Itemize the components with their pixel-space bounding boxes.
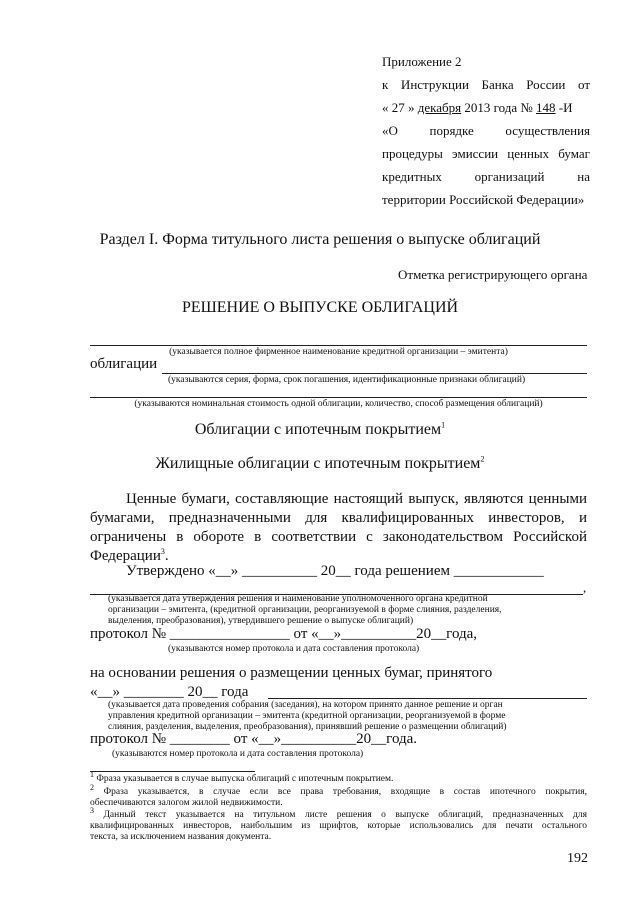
registration-mark: Отметка регистрирующего органа: [398, 267, 588, 282]
appendix-number: 148: [536, 100, 556, 115]
paragraph-line: Федерации$^3$.: [90, 547, 169, 564]
footnote-text: обеспечиваются залогом жилой недвижимости.: [90, 798, 283, 808]
appendix-suffix: -И: [555, 100, 573, 115]
paragraph-end: Федерации: [90, 548, 161, 564]
caption-nominal: (указываются номинальная стоимость одной облигации, количество, способ размещения облигаций): [134, 399, 543, 409]
footnote-ref: 1: [441, 420, 446, 430]
caption-approved: организации – эмитента, (кредитной организации, реорганизуемой в форме слияния, разделения,: [108, 605, 502, 615]
basis-body-line: [268, 698, 587, 699]
appendix-line: «О порядке осуществления: [382, 123, 590, 138]
footnote-text: текста, за исключением названия документа.: [90, 832, 272, 842]
footnote-number: 3: [90, 805, 94, 815]
protocol-line: протокол № ________ от «__»__________20__года.: [90, 731, 418, 747]
approved-line: Утверждено «__» __________ 20__ года решением ____________: [126, 563, 544, 579]
mortgage-bonds-text: Облигации с ипотечным покрытием: [194, 421, 442, 438]
footnote: [90, 805, 588, 820]
bonds-line: [162, 373, 587, 374]
mortgage-bonds-title: [0, 421, 640, 439]
footnote: [90, 769, 394, 784]
footnote-text: квалифицированных инвесторов, наибольшим из шрифтов, которые использовались для печати остального: [90, 821, 587, 831]
caption-basis: управления кредитной организации – эмитента (кредитной организации, реорганизуемой в форме: [108, 711, 506, 721]
issuer-line: [90, 345, 587, 346]
caption-approved: (указывается дата утверждения решения и наименование уполномоченного органа кредитной: [108, 594, 488, 604]
paragraph-line: бумагами, предназначенными для квалифицированных инвесторов, и: [90, 510, 587, 526]
caption-approved: выделения, преобразования), утвердившего решение о выпуске облигаций): [108, 616, 414, 626]
footnote-text: Фраза указывается в случае выпуска облигаций с ипотечным покрытием.: [96, 774, 394, 784]
footnote-text: Фраза указывается, в случае если все права требования, входящие в состав ипотечного покрытия,: [103, 787, 588, 797]
housing-bonds-text: Жилищные облигации с ипотечным покрытием: [155, 455, 481, 472]
section-title: Раздел I. Форма титульного листа решения о выпуске облигаций: [99, 231, 541, 248]
caption-protocol: (указываются номер протокола и дата составления протокола): [168, 644, 420, 654]
caption-basis: (указывается дата проведения собрания (заседания), на котором принято данное решение и орган: [108, 700, 503, 710]
caption-series: (указываются серия, форма, срок погашения, идентификационные признаки облигаций): [168, 375, 526, 385]
appendix-year: 2013 года №: [461, 100, 537, 115]
bonds-label: облигации: [90, 356, 158, 372]
paragraph-line: Ценные бумаги, составляющие настоящий выпуск, являются ценными: [126, 491, 587, 507]
caption-protocol: (указываются номер протокола и дата составления протокола): [112, 749, 364, 759]
appendix-month: декабря: [417, 100, 462, 115]
appendix-line: [382, 100, 573, 116]
caption-basis: слияния, разделения, выделения, преобразования), принявший решение о размещении облигаций): [108, 722, 507, 732]
appendix-line: территории Российской Федерации»: [382, 192, 585, 207]
housing-bonds-title: [0, 455, 640, 473]
appendix-day: « 27 »: [382, 100, 418, 115]
appendix-line: кредитных организаций на: [382, 169, 590, 184]
approved-comma: ,: [583, 580, 587, 595]
footnote-ref: 2: [480, 454, 485, 464]
appendix-line: к Инструкции Банка России от: [382, 77, 590, 92]
footnote-separator: [90, 771, 255, 772]
protocol-line: протокол № ________________ от «__»__________20__года,: [90, 626, 478, 642]
basis-date: «__» ________ 20__ года: [90, 684, 249, 700]
appendix-line: процедуры эмиссии ценных бумаг: [382, 146, 590, 161]
basis-line: на основании решения о размещении ценных бумаг, принятого: [90, 665, 493, 681]
footnote-ref: 3: [160, 547, 165, 556]
paragraph-line: ограничены в обороте в соответствии с законодательством Российской: [90, 529, 587, 545]
appendix-title: Приложение 2: [382, 54, 462, 69]
caption-issuer: (указывается полное фирменное наименование кредитной организации – эмитента): [169, 347, 508, 357]
footnote: [90, 782, 588, 797]
main-title: РЕШЕНИЕ О ВЫПУСКЕ ОБЛИГАЦИЙ: [181, 299, 459, 316]
footnote-text: Данный текст указывается на титульном листе решения о выпуске облигаций, предназначенных для: [103, 810, 588, 820]
footnote-number: 1: [90, 769, 94, 779]
nominal-line: [90, 397, 587, 398]
footnote-number: 2: [90, 782, 94, 792]
page-number: 192: [567, 851, 588, 866]
